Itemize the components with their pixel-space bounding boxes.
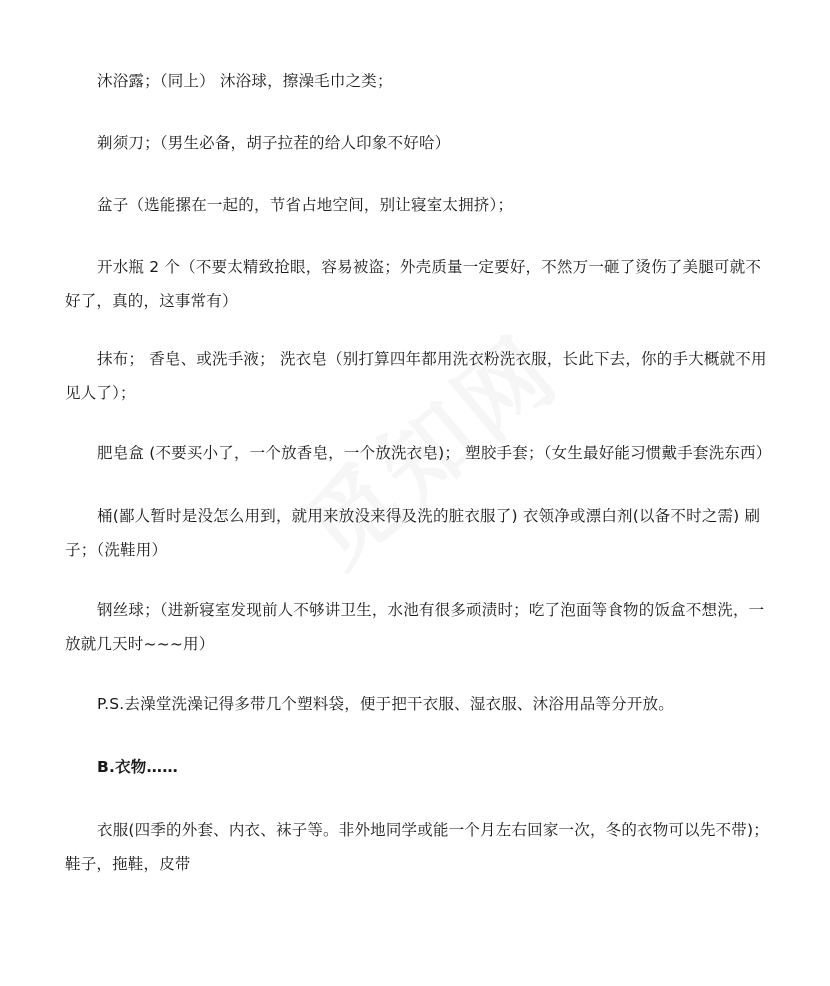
paragraph-steel-wool: 钢丝球；（进新寝室发现前人不够讲卫生，水池有很多顽渍时；吃了泡面等食物的饭盒不想洗，一放就几天时~~~用）	[65, 601, 765, 653]
paragraph-thermos: 开水瓶 2 个（不要太精致抢眼，容易被盗；外壳质量一定要好，不然万一砸了烫伤了美腿可就不好了，真的，这事常有）	[65, 258, 762, 310]
section-heading-clothing: B.衣物……	[97, 758, 178, 776]
paragraph-shower-gel: 沐浴露；（同上） 沐浴球，擦澡毛巾之类；	[97, 72, 393, 90]
paragraph-rag-soap: 抹布； 香皂、或洗手液； 洗衣皂（别打算四年都用洗衣粉洗衣服，长此下去，你的手大概就不用见人了）；	[65, 350, 767, 402]
paragraph-razor: 剃须刀；（男生必备，胡子拉茬的给人印象不好哈）	[97, 134, 451, 152]
paragraph-basin: 盆子（选能摞在一起的，节省占地空间，别让寝室太拥挤）；	[97, 196, 514, 214]
paragraph-bucket: 桶(鄙人暂时是没怎么用到，就用来放没来得及洗的脏衣服了) 衣领净或漂白剂(以备不时之需) 刷子；（洗鞋用）	[65, 507, 761, 559]
paragraph-soap-box: 肥皂盒 (不要买小了，一个放香皂，一个放洗衣皂)； 塑胶手套；（女生最好能习惯戴手套洗东西）	[97, 444, 772, 462]
paragraph-clothes: 衣服(四季的外套、内衣、袜子等。非外地同学或能一个月左右回家一次，冬的衣物可以先不带)；鞋子，拖鞋，皮带	[65, 821, 769, 873]
paragraph-ps-note: P.S.去澡堂洗澡记得多带几个塑料袋，便于把干衣服、湿衣服、沐浴用品等分开放。	[97, 695, 674, 713]
